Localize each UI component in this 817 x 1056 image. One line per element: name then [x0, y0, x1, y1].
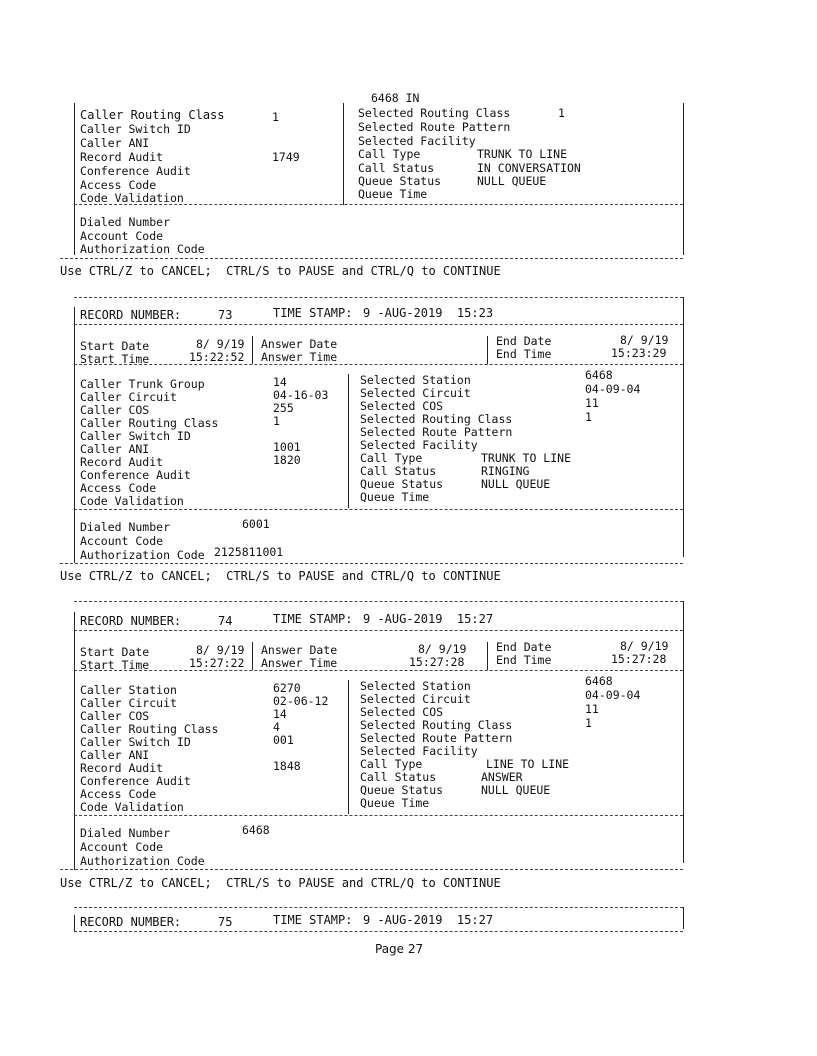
field-label: Caller Circuit [80, 696, 177, 710]
column-divider [252, 336, 253, 364]
field-label: Caller Routing Class [80, 722, 219, 736]
field-label: Conference Audit [80, 164, 191, 178]
start-time: 15:22:52 [189, 350, 245, 364]
box-left-border [74, 307, 75, 563]
section-divider [74, 364, 683, 365]
box-top-border [74, 601, 683, 602]
answer-time: 15:27:28 [409, 655, 465, 669]
field-label: Selected Facility [358, 134, 476, 148]
end-time-label: End Time [496, 653, 552, 667]
field-value: TRUNK TO LINE [481, 451, 572, 465]
field-value: 04-16-03 [273, 388, 329, 402]
field-label: Caller COS [80, 709, 150, 723]
field-label: Selected Facility [360, 438, 478, 452]
field-value: 14 [273, 375, 287, 389]
box-left-border [74, 915, 75, 931]
field-value: RINGING [481, 464, 530, 478]
field-value: 6468 [585, 368, 613, 382]
field-value: 4 [273, 720, 280, 734]
field-label: Selected Route Pattern [358, 120, 511, 134]
field-value: 1820 [273, 453, 301, 467]
section-divider [74, 204, 683, 205]
control-prompt: Use CTRL/Z to CANCEL; CTRL/S to PAUSE and CTRL/Q to CONTINUE [60, 569, 501, 583]
field-value: NULL QUEUE [481, 477, 551, 491]
end-date-label: End Date [496, 334, 552, 348]
field-label: Queue Time [360, 796, 430, 810]
field-label: Code Validation [80, 191, 184, 205]
field-label: Selected Routing Class [360, 412, 513, 426]
record-number-label: RECORD NUMBER: [80, 614, 182, 628]
timestamp-label: TIME STAMP: [273, 612, 353, 626]
control-prompt: Use CTRL/Z to CANCEL; CTRL/S to PAUSE and CTRL/Q to CONTINUE [60, 264, 501, 278]
field-value: 04-09-04 [585, 382, 641, 396]
start-date-label: Start Date [80, 339, 150, 353]
field-value: LINE TO LINE [486, 757, 570, 771]
field-label: Caller Routing Class [80, 416, 219, 430]
box-bottom-border [60, 563, 683, 564]
field-value: 1 [272, 110, 279, 124]
start-time-label: Start Time [80, 352, 150, 366]
field-label: Queue Time [358, 187, 428, 201]
field-value: 1 [273, 414, 280, 428]
section-divider [74, 815, 683, 816]
field-label: Caller Switch ID [80, 122, 191, 136]
timestamp: 9 -AUG-2019 15:23 [363, 306, 494, 320]
field-value: 04-09-04 [585, 688, 641, 702]
box-top-border [74, 907, 683, 908]
field-label: Dialed Number [80, 826, 171, 840]
field-label: Selected Circuit [360, 386, 471, 400]
field-label: Account Code [80, 534, 164, 548]
record-number: 73 [218, 308, 233, 322]
section-divider [74, 509, 683, 510]
field-label: Call Status [358, 161, 435, 175]
field-label: Selected Routing Class [360, 718, 513, 732]
field-label: Caller ANI [80, 442, 150, 456]
field-value: 11 [585, 702, 599, 716]
field-label: Record Audit [80, 455, 164, 469]
field-label: Caller ANI [80, 136, 150, 150]
start-date: 8/ 9/19 [196, 337, 245, 351]
field-label: Selected Facility [360, 744, 478, 758]
field-value: ANSWER [481, 770, 523, 784]
field-label: Selected Route Pattern [360, 731, 513, 745]
header-line: 6468 IN [371, 91, 420, 105]
record-number: 74 [218, 614, 233, 628]
field-label: Queue Status [360, 477, 444, 491]
box-left-border [74, 612, 75, 870]
field-label: Caller ANI [80, 748, 150, 762]
section-divider [74, 324, 683, 325]
field-label: Conference Audit [80, 774, 191, 788]
timestamp-label: TIME STAMP: [273, 306, 353, 320]
field-label: Selected Station [360, 373, 471, 387]
field-label: Conference Audit [80, 468, 191, 482]
record-number-label: RECORD NUMBER: [80, 308, 182, 322]
column-divider [487, 336, 488, 364]
timestamp: 9 -AUG-2019 15:27 [363, 913, 494, 927]
timestamp: 9 -AUG-2019 15:27 [363, 612, 494, 626]
field-value: 11 [585, 396, 599, 410]
field-value: 001 [273, 733, 294, 747]
field-label: Record Audit [80, 761, 164, 775]
field-label: Code Validation [80, 800, 184, 814]
field-value: 2125811001 [214, 545, 284, 559]
field-value: 14 [273, 707, 287, 721]
field-value: NULL QUEUE [477, 174, 547, 188]
field-label: Selected COS [360, 399, 444, 413]
end-date: 8/ 9/19 [620, 639, 669, 653]
field-label: Caller Routing Class [80, 108, 225, 122]
field-label: Record Audit [80, 150, 164, 164]
timestamp-label: TIME STAMP: [273, 913, 353, 927]
field-label: Call Type [360, 451, 423, 465]
field-label: Code Validation [80, 494, 184, 508]
field-label: Access Code [80, 787, 157, 801]
field-label: Call Status [360, 464, 437, 478]
field-value: 1001 [273, 440, 301, 454]
section-divider [74, 630, 683, 631]
field-value: 1 [558, 106, 565, 120]
field-value: 6468 [585, 674, 613, 688]
record-number: 75 [218, 915, 233, 929]
box-bottom-border [60, 869, 683, 870]
field-label: Access Code [80, 481, 157, 495]
field-value: 1 [585, 410, 592, 424]
field-label: Queue Time [360, 490, 430, 504]
field-value: NULL QUEUE [481, 783, 551, 797]
start-date: 8/ 9/19 [196, 643, 245, 657]
field-label: Call Type [358, 147, 421, 161]
end-date-label: End Date [496, 640, 552, 654]
field-label: Selected Station [360, 679, 471, 693]
start-time: 15:27:22 [189, 656, 245, 670]
end-time: 15:27:28 [611, 652, 667, 666]
column-divider [343, 103, 344, 205]
end-time-label: End Time [496, 347, 552, 361]
field-label: Selected Routing Class [358, 106, 511, 120]
field-value: 1848 [273, 759, 301, 773]
column-divider [252, 642, 253, 670]
field-label: Selected Route Pattern [360, 425, 513, 439]
box-bottom-border [60, 258, 683, 259]
field-value: IN CONVERSATION [477, 161, 581, 175]
column-divider [348, 680, 349, 814]
field-label: Caller Station [80, 683, 177, 697]
field-value: 255 [273, 401, 294, 415]
box-right-border [683, 103, 684, 255]
field-value: 6001 [242, 517, 270, 531]
field-label: Call Status [360, 770, 437, 784]
field-label: Caller Circuit [80, 390, 177, 404]
field-label: Account Code [80, 840, 164, 854]
field-label: Dialed Number [80, 520, 171, 534]
field-value: TRUNK TO LINE [477, 147, 568, 161]
control-prompt: Use CTRL/Z to CANCEL; CTRL/S to PAUSE and CTRL/Q to CONTINUE [60, 876, 501, 890]
field-label: Dialed Number [80, 215, 171, 229]
field-label: Access Code [80, 178, 157, 192]
field-label: Account Code [80, 229, 164, 243]
answer-date-label: Answer Date [261, 643, 338, 657]
field-value: 6270 [273, 681, 301, 695]
field-label: Authorization Code [80, 242, 205, 256]
field-label: Caller COS [80, 403, 150, 417]
column-divider [348, 374, 349, 508]
field-label: Caller Switch ID [80, 429, 191, 443]
box-right-border [683, 297, 684, 557]
end-time: 15:23:29 [611, 346, 667, 360]
section-divider [74, 931, 683, 932]
box-top-border [74, 297, 683, 298]
field-label: Queue Status [360, 783, 444, 797]
answer-date-label: Answer Date [261, 337, 338, 351]
box-right-border [683, 907, 684, 929]
record-number-label: RECORD NUMBER: [80, 915, 182, 929]
section-divider [74, 670, 683, 671]
answer-time-label: Answer Time [261, 656, 338, 670]
field-label: Selected COS [360, 705, 444, 719]
field-label: Authorization Code [80, 854, 205, 868]
answer-time-label: Answer Time [261, 350, 338, 364]
page-number: Page 27 [375, 942, 424, 956]
answer-date: 8/ 9/19 [418, 642, 467, 656]
field-label: Queue Status [358, 174, 442, 188]
end-date: 8/ 9/19 [620, 333, 669, 347]
field-label: Caller Trunk Group [80, 377, 205, 391]
field-label: Selected Circuit [360, 692, 471, 706]
field-value: 1 [585, 716, 592, 730]
start-time-label: Start Time [80, 658, 150, 672]
start-date-label: Start Date [80, 645, 150, 659]
field-label: Caller Switch ID [80, 735, 191, 749]
field-label: Authorization Code [80, 548, 205, 562]
column-divider [487, 642, 488, 670]
field-label: Call Type [360, 757, 423, 771]
box-right-border [683, 601, 684, 863]
box-left-border [74, 103, 75, 255]
field-value: 02-06-12 [273, 694, 329, 708]
field-value: 1749 [272, 150, 300, 164]
field-value: 6468 [242, 823, 270, 837]
